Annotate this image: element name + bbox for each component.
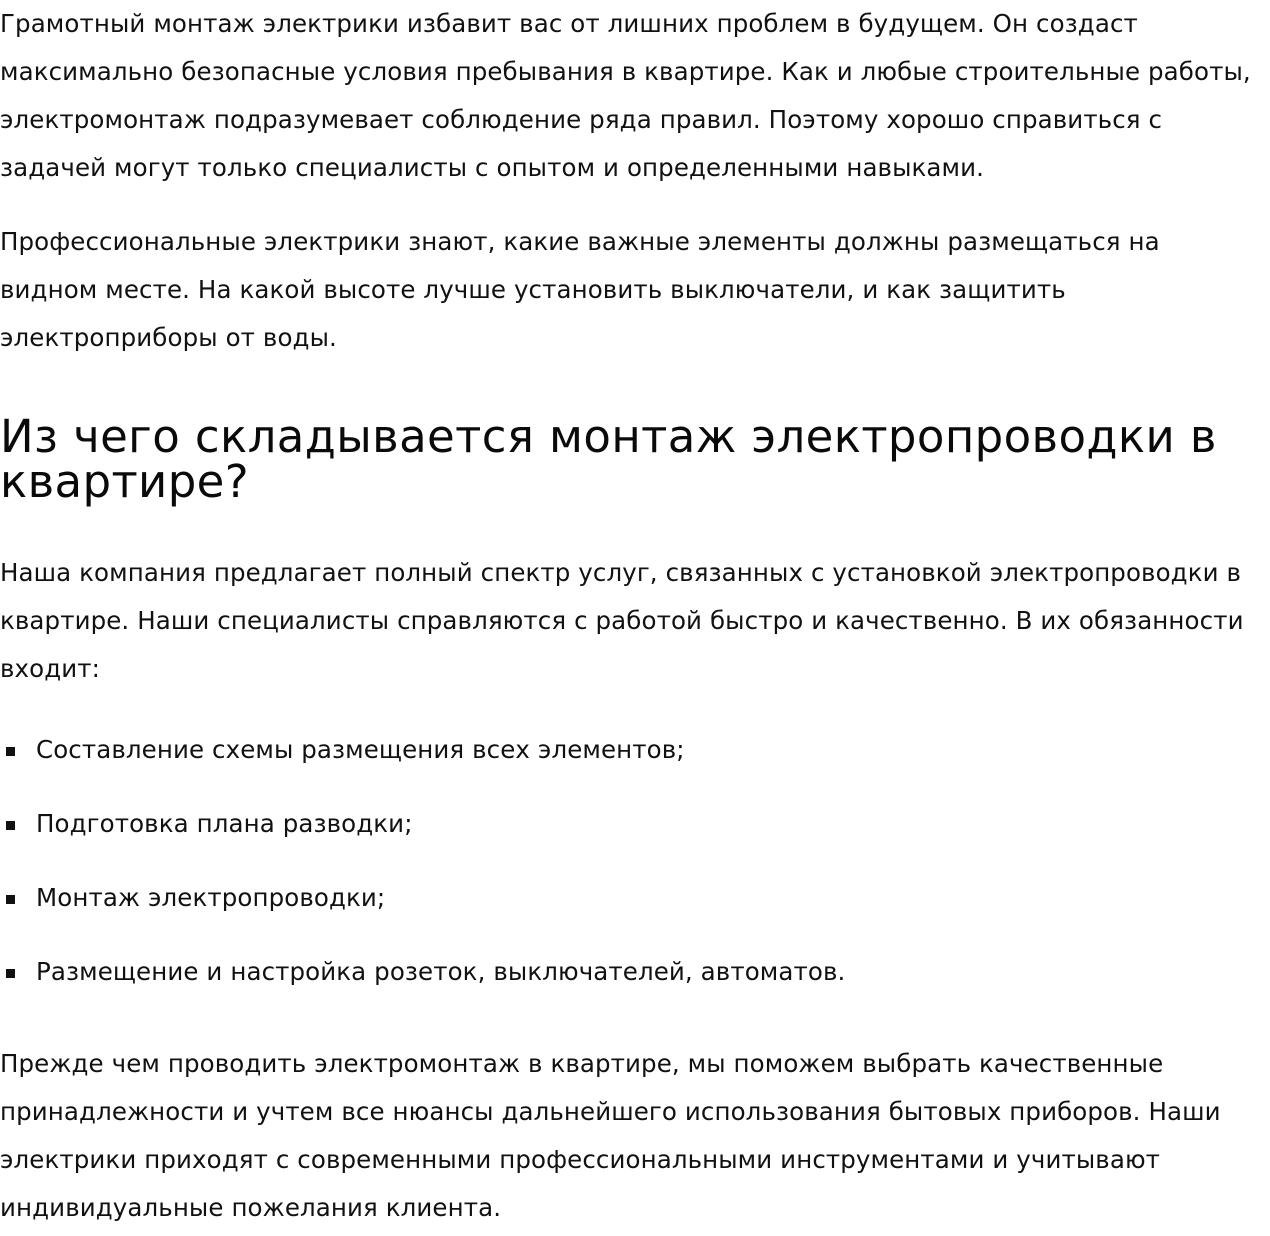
square-bullet-icon: [6, 747, 15, 756]
list-item: [0, 800, 1255, 848]
intro-paragraph: Грамотный монтаж электрики избавит вас от лишних проблем в будущем. Он создаст максимально безопасные условия пребывания в квартире. Как и любые строительные работы, электромонтаж подразумевает соблюдение ряда правил. Поэтому хорошо справиться с задачей могут только специалисты с опытом и определенными навыками.: [0, 9, 1251, 182]
list-item: [0, 948, 1255, 996]
section-heading: Из чего складывается монтаж электропроводки в квартире?: [0, 410, 1217, 508]
intro-paragraph-secondary: Профессиональные электрики знают, какие важные элементы должны размещаться на видном месте. На какой высоте лучше установить выключатели, и как защитить электроприборы от воды.: [0, 227, 1160, 352]
square-bullet-icon: [6, 969, 15, 978]
list-item: [0, 726, 1255, 774]
list-item-text: Размещение и настройка розеток, выключателей, автоматов.: [36, 957, 846, 986]
services-list: [0, 726, 1255, 996]
list-item-text: Монтаж электропроводки;: [36, 883, 386, 912]
square-bullet-icon: [6, 821, 15, 830]
list-item: [0, 874, 1255, 922]
list-item-text: Подготовка плана разводки;: [36, 809, 413, 838]
outro-paragraph: Прежде чем проводить электромонтаж в квартире, мы поможем выбрать качественные принадлежности и учтем все нюансы дальнейшего использования бытовых приборов. Наши электрики приходят с современными профессиональными инструментами и учитывают индивидуальные пожелания клиента.: [0, 1049, 1221, 1222]
square-bullet-icon: [6, 895, 15, 904]
services-paragraph: Наша компания предлагает полный спектр услуг, связанных с установкой электропроводки в квартире. Наши специалисты справляются с работой быстро и качественно. В их обязанности входит:: [0, 558, 1244, 683]
list-item-text: Составление схемы размещения всех элементов;: [36, 735, 685, 764]
